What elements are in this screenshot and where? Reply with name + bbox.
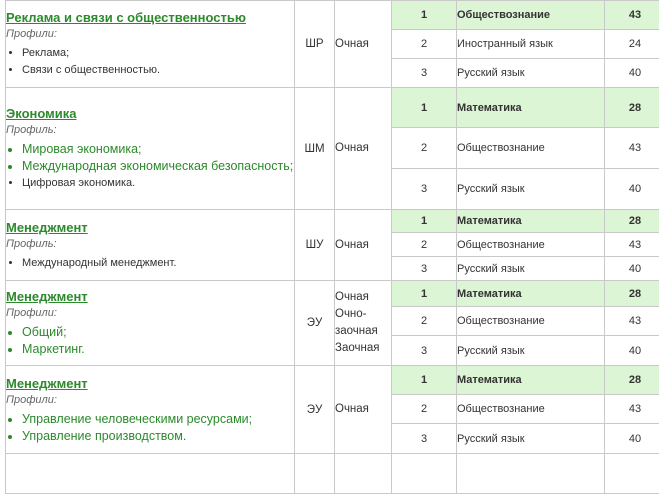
exam-number: 2 <box>392 307 457 336</box>
profiles-label: Профиль: <box>6 236 294 252</box>
exam-number: 2 <box>392 30 457 59</box>
exam-number: 3 <box>392 257 457 281</box>
exam-subject: Обществознание <box>457 395 605 424</box>
profiles-list <box>6 255 294 272</box>
study-form-item: Очная <box>335 142 369 154</box>
exam-row <box>6 1 659 30</box>
exam-number: 1 <box>392 366 457 395</box>
exam-min-score: 43 <box>605 307 659 336</box>
exam-number: 3 <box>392 424 457 454</box>
exam-number: 2 <box>392 395 457 424</box>
program-code: ШМ <box>295 88 335 210</box>
direction-cell <box>6 1 295 88</box>
exam-min-score: 43 <box>605 395 659 424</box>
empty-cell <box>605 454 659 494</box>
empty-cell <box>392 454 457 494</box>
profiles-label: Профили: <box>6 392 294 408</box>
empty-cell <box>457 454 605 494</box>
profile-item: • Маркетинг. <box>22 341 294 358</box>
profiles-list <box>6 45 294 79</box>
admission-table <box>5 0 659 494</box>
exam-subject: Русский язык <box>457 336 605 366</box>
profile-item: • Цифровая экономика. <box>22 175 294 192</box>
profiles-label: Профиль: <box>6 122 294 138</box>
exam-min-score: 24 <box>605 30 659 59</box>
direction-cell <box>6 366 295 454</box>
study-form-item: Очная <box>335 239 369 251</box>
empty-row <box>6 454 659 494</box>
exam-subject: Математика <box>457 281 605 307</box>
profiles-label: Профили: <box>6 305 294 321</box>
profiles-list <box>6 411 294 445</box>
exam-subject: Русский язык <box>457 59 605 88</box>
profile-item: • Управление человеческими ресурсами; <box>22 411 294 428</box>
direction-title-link[interactable]: Менеджмент <box>6 288 294 305</box>
direction-cell <box>6 88 295 210</box>
profile-item: • Связи с общественностью. <box>22 62 294 79</box>
exam-min-score: 28 <box>605 88 659 128</box>
program-code: ЭУ <box>295 366 335 454</box>
exam-row <box>6 366 659 395</box>
exam-subject: Обществознание <box>457 233 605 257</box>
exam-min-score: 43 <box>605 1 659 30</box>
exam-min-score: 43 <box>605 233 659 257</box>
exam-subject: Русский язык <box>457 424 605 454</box>
study-form-item: Очная <box>335 38 369 50</box>
exam-subject: Обществознание <box>457 128 605 169</box>
exam-subject: Обществознание <box>457 1 605 30</box>
exam-number: 1 <box>392 210 457 233</box>
exam-number: 2 <box>392 128 457 169</box>
study-form <box>335 281 392 366</box>
direction-title-link[interactable]: Менеджмент <box>6 375 294 392</box>
study-form-item: Очная <box>335 289 391 306</box>
exam-min-score: 40 <box>605 424 659 454</box>
profiles-list <box>6 141 294 192</box>
exam-number: 1 <box>392 88 457 128</box>
study-form-item: Очно-заочная <box>335 306 379 340</box>
exam-min-score: 40 <box>605 169 659 210</box>
exam-number: 1 <box>392 281 457 307</box>
profile-item: • Управление производством. <box>22 428 294 445</box>
exam-min-score: 43 <box>605 128 659 169</box>
exam-row <box>6 210 659 233</box>
profiles-label: Профили: <box>6 26 294 42</box>
exam-subject: Математика <box>457 210 605 233</box>
profiles-list <box>6 324 294 358</box>
exam-number: 2 <box>392 233 457 257</box>
study-form <box>335 366 392 454</box>
program-code: ШР <box>295 1 335 88</box>
profile-item: • Мировая экономика; <box>22 141 294 158</box>
exam-subject: Русский язык <box>457 169 605 210</box>
study-form <box>335 88 392 210</box>
exam-row <box>6 281 659 307</box>
direction-title-link[interactable]: Менеджмент <box>6 219 294 236</box>
profile-item: • Реклама; <box>22 45 294 62</box>
program-code: ЭУ <box>295 281 335 366</box>
exam-subject: Русский язык <box>457 257 605 281</box>
study-form <box>335 210 392 281</box>
study-form <box>335 1 392 88</box>
study-form-item: Очная <box>335 403 369 415</box>
empty-cell <box>6 454 295 494</box>
study-form-item: Заочная <box>335 340 391 357</box>
program-code: ШУ <box>295 210 335 281</box>
exam-number: 3 <box>392 169 457 210</box>
profile-item: • Международная экономическая безопасность; <box>22 158 294 175</box>
exam-row <box>6 88 659 128</box>
exam-subject: Математика <box>457 88 605 128</box>
exam-min-score: 28 <box>605 366 659 395</box>
direction-cell <box>6 281 295 366</box>
exam-subject: Обществознание <box>457 307 605 336</box>
profile-item: • Общий; <box>22 324 294 341</box>
exam-number: 3 <box>392 59 457 88</box>
exam-min-score: 40 <box>605 336 659 366</box>
direction-title-link[interactable]: Экономика <box>6 105 294 122</box>
exam-number: 1 <box>392 1 457 30</box>
exam-subject: Математика <box>457 366 605 395</box>
exam-min-score: 28 <box>605 281 659 307</box>
exam-min-score: 28 <box>605 210 659 233</box>
direction-title-link[interactable]: Реклама и связи с общественностью <box>6 9 294 26</box>
exam-number: 3 <box>392 336 457 366</box>
exam-subject: Иностранный язык <box>457 30 605 59</box>
empty-cell <box>295 454 335 494</box>
exam-min-score: 40 <box>605 59 659 88</box>
profile-item: • Международный менеджмент. <box>22 255 294 272</box>
exam-min-score: 40 <box>605 257 659 281</box>
direction-cell <box>6 210 295 281</box>
empty-cell <box>335 454 392 494</box>
